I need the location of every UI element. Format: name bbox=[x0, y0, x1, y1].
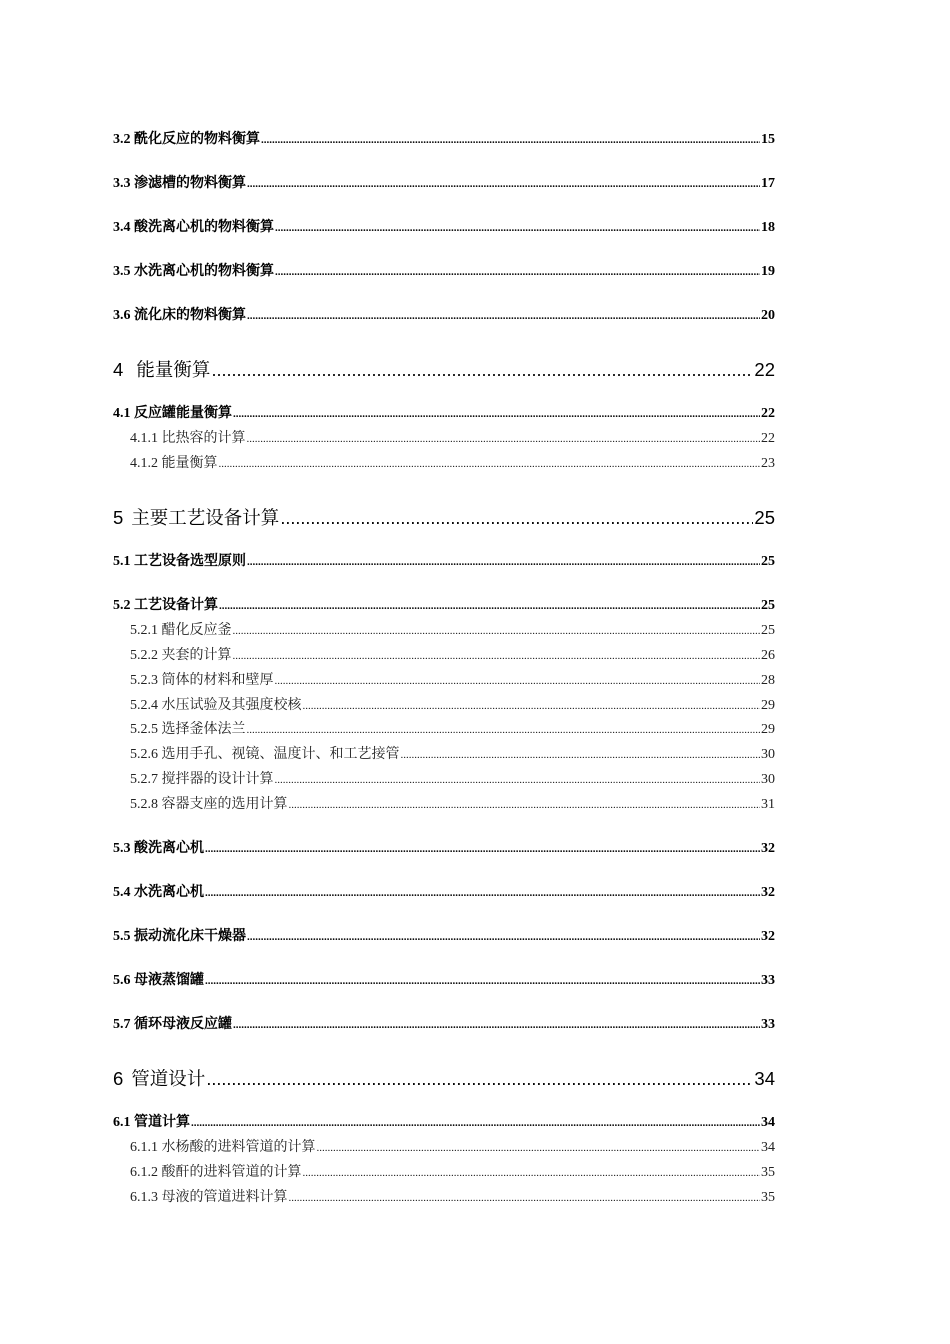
toc-entry-title bbox=[113, 594, 218, 614]
toc-page-number: 25 bbox=[761, 598, 775, 613]
toc-entry-title bbox=[113, 1065, 205, 1091]
toc-page-number: 18 bbox=[761, 220, 775, 235]
toc-section-entry[interactable] bbox=[113, 1013, 775, 1033]
toc-entry-label: 管道计算 bbox=[134, 1115, 190, 1130]
dot-leader bbox=[233, 406, 760, 422]
toc-entry-label: 容器支座的选用计算 bbox=[161, 797, 288, 812]
dot-leader bbox=[247, 722, 761, 738]
toc-entry-label: 工艺设备选型原则 bbox=[134, 554, 246, 569]
toc-chapter-entry[interactable] bbox=[113, 1065, 775, 1091]
toc-section-entry[interactable] bbox=[113, 172, 775, 192]
toc-entry-title bbox=[113, 128, 260, 148]
toc-entry-number: 5.2.6 bbox=[130, 747, 158, 762]
toc-page-number: 25 bbox=[761, 623, 775, 638]
toc-subsection-entry[interactable] bbox=[130, 743, 775, 763]
toc-page-number: 32 bbox=[761, 929, 775, 944]
toc-page-number: 25 bbox=[761, 554, 775, 569]
toc-entry-label: 比热容的计算 bbox=[161, 431, 246, 446]
toc-entry-label: 筒体的材料和壁厚 bbox=[161, 673, 274, 688]
dot-leader bbox=[247, 431, 761, 447]
toc-entry-title bbox=[130, 1186, 288, 1206]
toc-page-number: 22 bbox=[761, 406, 775, 421]
toc-entry-title bbox=[130, 793, 288, 813]
toc-page-number: 34 bbox=[761, 1115, 775, 1130]
toc-entry-title bbox=[113, 925, 246, 945]
toc-entry-number: 3.6 bbox=[113, 308, 131, 323]
toc-section-entry[interactable] bbox=[113, 594, 775, 614]
toc-page-number: 29 bbox=[761, 698, 775, 713]
toc-entry-number: 5.2.1 bbox=[130, 623, 158, 638]
dot-leader bbox=[247, 554, 760, 570]
toc-page-number: 35 bbox=[761, 1190, 775, 1205]
toc-entry-number: 4.1.2 bbox=[130, 456, 158, 471]
toc-entry-number: 6.1.2 bbox=[130, 1165, 158, 1180]
toc-entry-label: 工艺设备计算 bbox=[134, 598, 218, 613]
dot-leader bbox=[247, 929, 760, 945]
toc-entry-title bbox=[113, 1111, 190, 1131]
toc-entry-title bbox=[130, 619, 232, 639]
toc-entry-label: 醋化反应釜 bbox=[161, 623, 232, 638]
toc-entry-number: 5.2.2 bbox=[130, 648, 158, 663]
dot-leader bbox=[289, 1190, 761, 1206]
toc-entry-number: 5.7 bbox=[113, 1017, 131, 1032]
toc-entry-number: 5.2.4 bbox=[130, 698, 158, 713]
toc-subsection-entry[interactable] bbox=[130, 427, 775, 447]
toc-entry-title bbox=[113, 172, 246, 192]
toc-entry-number: 4.1 bbox=[113, 406, 131, 421]
toc-subsection-entry[interactable] bbox=[130, 619, 775, 639]
toc-entry-number: 5.3 bbox=[113, 841, 131, 856]
toc-entry-label: 水洗离心机的物料衡算 bbox=[134, 264, 274, 279]
toc-entry-title bbox=[113, 837, 204, 857]
toc-page-number: 19 bbox=[761, 264, 775, 279]
dot-leader bbox=[289, 797, 761, 813]
toc-entry-number: 5.2 bbox=[113, 598, 131, 613]
toc-entry-label: 循环母液反应罐 bbox=[134, 1017, 232, 1032]
dot-leader bbox=[219, 456, 761, 472]
toc-section-entry[interactable] bbox=[113, 216, 775, 236]
toc-section-entry[interactable] bbox=[113, 402, 775, 422]
dot-leader bbox=[275, 772, 761, 788]
toc-entry-title bbox=[113, 260, 274, 280]
toc-entry-title bbox=[130, 1161, 302, 1181]
toc-page-number: 26 bbox=[761, 648, 775, 663]
dot-leader bbox=[205, 973, 760, 989]
toc-entry-label: 管道设计 bbox=[131, 1068, 206, 1089]
toc-entry-title bbox=[113, 550, 246, 570]
toc-section-entry[interactable] bbox=[113, 1111, 775, 1131]
toc-entry-label: 能量衡算 bbox=[161, 456, 218, 471]
toc-entry-label: 水洗离心机 bbox=[134, 885, 204, 900]
toc-entry-label: 搅拌器的设计计算 bbox=[161, 772, 274, 787]
toc-entry-number: 4 bbox=[113, 359, 124, 380]
toc-entry-label: 酸酐的进料管道的计算 bbox=[161, 1165, 302, 1180]
dot-leader bbox=[317, 1140, 761, 1156]
toc-entry-title bbox=[130, 669, 274, 689]
toc-entry-title bbox=[130, 768, 274, 788]
toc-entry-number: 5.2.3 bbox=[130, 673, 158, 688]
toc-chapter-entry[interactable] bbox=[113, 356, 775, 382]
toc-entry-label: 酸洗离心机 bbox=[134, 841, 204, 856]
dot-leader bbox=[401, 747, 761, 763]
toc-subsection-entry[interactable] bbox=[130, 768, 775, 788]
toc-page-number: 33 bbox=[761, 1017, 775, 1032]
toc-subsection-entry[interactable] bbox=[130, 718, 775, 738]
toc-entry-title bbox=[113, 304, 246, 324]
toc-entry-number: 6.1.1 bbox=[130, 1140, 158, 1155]
toc-entry-title bbox=[113, 1013, 232, 1033]
toc-entry-title bbox=[130, 743, 400, 763]
dot-leader bbox=[205, 885, 760, 901]
toc-entry-title bbox=[130, 694, 302, 714]
toc-page-number: 33 bbox=[761, 973, 775, 988]
toc-entry-title bbox=[113, 969, 204, 989]
toc-entry-number: 3.2 bbox=[113, 132, 131, 147]
toc-entry-number: 3.3 bbox=[113, 176, 131, 191]
toc-entry-title bbox=[130, 427, 246, 447]
toc-entry-number: 5.1 bbox=[113, 554, 131, 569]
toc-entry-label: 流化床的物料衡算 bbox=[134, 308, 246, 323]
toc-subsection-entry[interactable] bbox=[130, 452, 775, 472]
dot-leader bbox=[303, 698, 761, 714]
toc-entry-label: 选用手孔、视镜、温度计、和工艺接管 bbox=[161, 747, 400, 762]
toc-entry-number: 5.2.8 bbox=[130, 797, 158, 812]
dot-leader bbox=[280, 507, 753, 529]
toc-entry-title bbox=[113, 356, 210, 382]
toc-page-number: 28 bbox=[761, 673, 775, 688]
dot-leader bbox=[233, 648, 761, 664]
toc-section-entry[interactable] bbox=[113, 128, 775, 148]
toc-chapter-entry[interactable] bbox=[113, 504, 775, 530]
toc-page-number: 32 bbox=[761, 841, 775, 856]
dot-leader bbox=[275, 220, 760, 236]
toc-subsection-entry[interactable] bbox=[130, 694, 775, 714]
toc-page-number: 29 bbox=[761, 722, 775, 737]
dot-leader bbox=[211, 359, 753, 381]
toc-section-entry[interactable] bbox=[113, 925, 775, 945]
dot-leader bbox=[275, 264, 760, 280]
toc-entry-number: 3.4 bbox=[113, 220, 131, 235]
toc-page-number: 30 bbox=[761, 747, 775, 762]
toc-section-entry[interactable] bbox=[113, 260, 775, 280]
toc-section-entry[interactable] bbox=[113, 969, 775, 989]
toc-subsection-entry[interactable] bbox=[130, 644, 775, 664]
dot-leader bbox=[275, 673, 761, 689]
toc-entry-label: 酰化反应的物料衡算 bbox=[134, 132, 260, 147]
dot-leader bbox=[219, 598, 760, 614]
dot-leader bbox=[233, 1017, 760, 1033]
dot-leader bbox=[247, 308, 760, 324]
toc-entry-label: 母液的管道进料计算 bbox=[161, 1190, 288, 1205]
toc-subsection-entry[interactable] bbox=[130, 793, 775, 813]
dot-leader bbox=[261, 132, 760, 148]
toc-entry-number: 3.5 bbox=[113, 264, 131, 279]
toc-entry-label: 渗滤槽的物料衡算 bbox=[134, 176, 246, 191]
toc-page-number: 35 bbox=[761, 1165, 775, 1180]
toc-entry-title bbox=[113, 504, 279, 530]
toc-entry-number: 5 bbox=[113, 507, 124, 528]
dot-leader bbox=[206, 1068, 753, 1090]
toc-entry-title bbox=[113, 881, 204, 901]
toc-entry-number: 6.1 bbox=[113, 1115, 131, 1130]
toc-page-number: 31 bbox=[761, 797, 775, 812]
toc-page-number: 30 bbox=[761, 772, 775, 787]
toc-section-entry[interactable] bbox=[113, 550, 775, 570]
toc-entry-label: 选择釜体法兰 bbox=[161, 722, 246, 737]
toc-entry-label: 主要工艺设备计算 bbox=[131, 507, 280, 528]
toc-entry-number: 5.5 bbox=[113, 929, 131, 944]
toc-entry-label: 夹套的计算 bbox=[161, 648, 232, 663]
toc-entry-number: 5.4 bbox=[113, 885, 131, 900]
toc-entry-number: 5.2.7 bbox=[130, 772, 158, 787]
toc-entry-label: 振动流化床干燥器 bbox=[134, 929, 246, 944]
toc-section-entry[interactable] bbox=[113, 837, 775, 857]
toc-entry-title bbox=[130, 1136, 316, 1156]
toc-entry-label: 水杨酸的进料管道的计算 bbox=[161, 1140, 316, 1155]
toc-page-number: 34 bbox=[761, 1140, 775, 1155]
dot-leader bbox=[191, 1115, 760, 1131]
toc-subsection-entry[interactable] bbox=[130, 1186, 775, 1206]
toc-entry-number: 5.2.5 bbox=[130, 722, 158, 737]
toc-entry-number: 5.6 bbox=[113, 973, 131, 988]
toc-entry-label: 水压试验及其强度校核 bbox=[161, 698, 302, 713]
toc-entry-number: 6 bbox=[113, 1068, 124, 1089]
toc-entry-label: 反应罐能量衡算 bbox=[134, 406, 232, 421]
toc-page-number: 23 bbox=[761, 456, 775, 471]
toc-entry-number: 6.1.3 bbox=[130, 1190, 158, 1205]
toc-page-number: 32 bbox=[761, 885, 775, 900]
toc-entry-title bbox=[113, 216, 274, 236]
toc-entry-title bbox=[113, 402, 232, 422]
toc-subsection-entry[interactable] bbox=[130, 669, 775, 689]
toc-section-entry[interactable] bbox=[113, 304, 775, 324]
toc-page-number: 22 bbox=[761, 431, 775, 446]
toc-page-number: 17 bbox=[761, 176, 775, 191]
toc-entry-label: 母液蒸馏罐 bbox=[134, 973, 204, 988]
toc-page-number: 22 bbox=[754, 359, 775, 380]
toc-entry-number: 4.1.1 bbox=[130, 431, 158, 446]
toc-subsection-entry[interactable] bbox=[130, 1136, 775, 1156]
toc-page-number: 20 bbox=[761, 308, 775, 323]
dot-leader bbox=[233, 623, 761, 639]
toc-entry-label: 能量衡算 bbox=[131, 359, 211, 380]
toc-subsection-entry[interactable] bbox=[130, 1161, 775, 1181]
toc-entry-title bbox=[130, 644, 232, 664]
toc-entry-title bbox=[130, 718, 246, 738]
toc-entry-title bbox=[130, 452, 218, 472]
dot-leader bbox=[247, 176, 760, 192]
toc-page-number: 25 bbox=[754, 507, 775, 528]
dot-leader bbox=[205, 841, 760, 857]
toc-page-number: 34 bbox=[754, 1068, 775, 1089]
toc-section-entry[interactable] bbox=[113, 881, 775, 901]
toc-entry-label: 酸洗离心机的物料衡算 bbox=[134, 220, 274, 235]
toc-page-number: 15 bbox=[761, 132, 775, 147]
dot-leader bbox=[303, 1165, 761, 1181]
